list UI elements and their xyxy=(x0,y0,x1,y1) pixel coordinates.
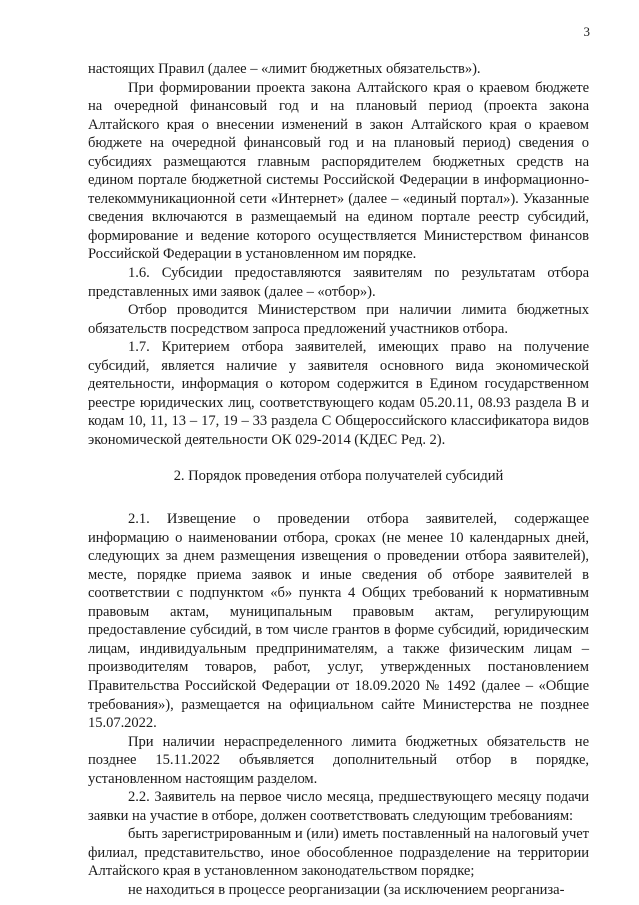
paragraph: 1.6. Субсидии предоставляются заявителям по результатам отбора представленных ими заявок (далее – «отбор»). xyxy=(88,265,589,300)
paragraph: быть зарегистрированным и (или) иметь поставленный на налоговый учет филиал, представительство, иное обособленное подразделение на территории Алтайского края в установленном законодательством порядке; xyxy=(88,826,589,880)
page-number: 3 xyxy=(583,24,590,39)
paragraph: 2.2. Заявитель на первое число месяца, предшествующего месяцу подачи заявки на участие в отборе, должен соответствовать следующим требованиям: xyxy=(88,789,589,824)
section-heading: 2. Порядок проведения отбора получателей субсидий xyxy=(173,468,504,485)
document-body xyxy=(88,60,589,900)
paragraph: 2.1. Извещение о проведении отбора заявителей, содержащее информацию о наименовании отбора, сроках (не менее 10 календарных дней, следующих за днем размещения извещения о проведении отбора заявителей), месте, порядке приема заявок и иные сведения об отборе заявителей в соответствии с подпунктом «б» пункта 4 Общих требований к нормативным правовым актам, муниципальным правовым актам, регулирующим предоставление субсидий, в том числе грантов в форме субсидий, юридическим лицам, индивидуальным предпринимателям, а также физическим лицам – производителям товаров, работ, услуг, утвержденных постановлением Правительства Российской Федерации от 18.09.2020 № 1492 (далее – «Общие требования»), размещается на официальном сайте Министерства не позднее 15.07.2022. xyxy=(88,511,589,732)
paragraph: 1.7. Критерием отбора заявителей, имеющих право на получение субсидий, является наличие у заявителя основного вида экономической деятельности, информация о котором содержится в Едином государственном реестре юридических лиц, соответствующего кодам 05.20.11, 08.93 раздела B и кодам 10, 11, 13 – 17, 19 – 33 раздела C Общероссийского классификатора видов экономической деятельности ОК 029-2014 (КДЕС Ред. 2). xyxy=(88,339,589,448)
paragraph: настоящих Правил (далее – «лимит бюджетных обязательств»). xyxy=(88,61,481,77)
paragraph: не находиться в процессе реорганизации (за исключением реорганиза- xyxy=(128,881,565,898)
paragraph: Отбор проводится Министерством при наличии лимита бюджетных обязательств посредством запроса предложений участников отбора. xyxy=(88,302,589,337)
paragraph: При наличии нераспределенного лимита бюджетных обязательств не позднее 15.11.2022 объявляется дополнительный отбор в порядке, установленном настоящим разделом. xyxy=(88,733,589,787)
paragraph: При формировании проекта закона Алтайского края о краевом бюджете на очередной финансовый год и на плановый период (проекта закона Алтайского края о внесении изменений в закон Алтайского края о краевом бюджете на очередной финансовый год и на плановый период) сведения о субсидиях размещаются главным распорядителем бюджетных средств на едином портале бюджетной системы Российской Федерации в информационно-телекоммуникационной сети «Интернет» (далее – «единый портал»). Указанные сведения включаются в размещаемый на едином портале реестр субсидий, формирование и ведение которого осуществляется Министерством финансов Российской Федерации в установленном им порядке. xyxy=(88,79,589,263)
